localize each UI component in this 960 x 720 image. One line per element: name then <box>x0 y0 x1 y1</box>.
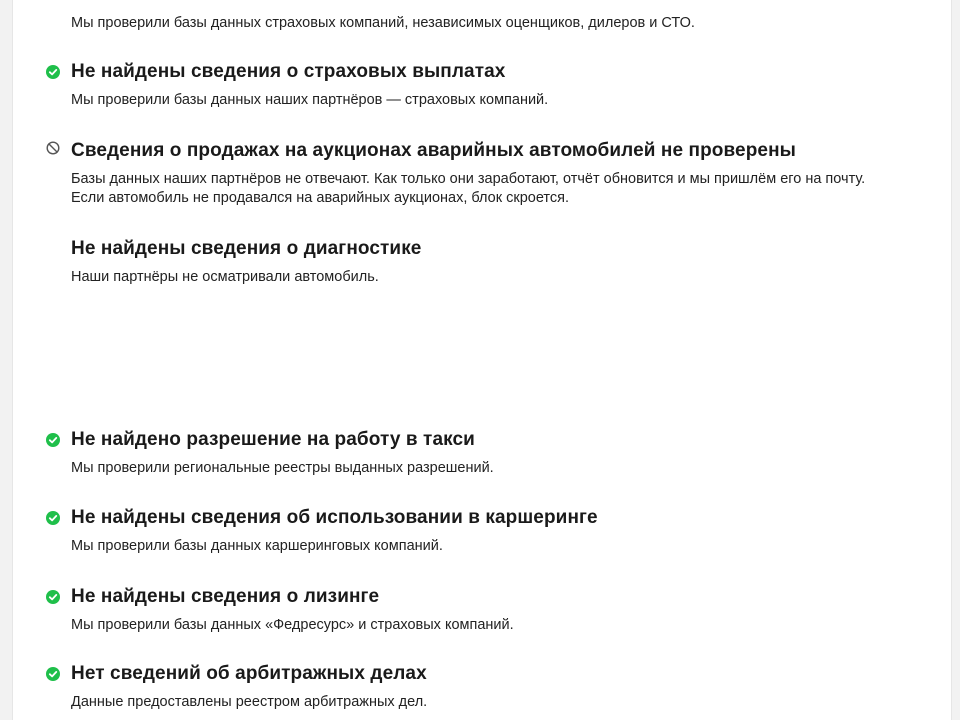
check-circle-icon <box>46 65 60 79</box>
check-item-desc: Мы проверили базы данных страховых компаний, независимых оценщиков, дилеров и СТО. <box>71 15 695 31</box>
check-item-desc: Мы проверили базы данных «Федресурс» и страховых компаний. <box>71 617 514 633</box>
check-item-title: Сведения о продажах на аукционах аварийных автомобилей не проверены <box>71 140 796 161</box>
check-item-desc: Мы проверили региональные реестры выданных разрешений. <box>71 460 494 476</box>
check-circle-icon <box>46 433 60 447</box>
check-item-title: Не найдено разрешение на работу в такси <box>71 429 475 450</box>
check-item-title: Не найдены сведения об использовании в каршеринге <box>71 507 598 528</box>
check-item-title: Нет сведений об арбитражных делах <box>71 663 427 684</box>
report-card <box>12 0 952 720</box>
check-item-salvage-auctions <box>71 140 891 208</box>
check-item-damage-history <box>71 14 891 33</box>
check-item-insurance-payouts <box>71 61 891 110</box>
check-item-title: Не найдены сведения о диагностике <box>71 238 422 259</box>
check-item-leasing <box>71 586 891 635</box>
check-item-desc: Мы проверили базы данных каршеринговых компаний. <box>71 538 443 554</box>
check-item-title: Не найдены сведения о лизинге <box>71 586 380 607</box>
check-circle-icon <box>46 590 60 604</box>
blocked-icon <box>46 141 60 155</box>
check-circle-icon <box>46 667 60 681</box>
check-item-carsharing <box>71 507 891 556</box>
check-item-title: Не найдены сведения о страховых выплатах <box>71 61 506 82</box>
check-item-desc: Мы проверили базы данных наших партнёров — страховых компаний. <box>71 92 549 108</box>
check-circle-icon <box>46 511 60 525</box>
check-item-desc: Базы данных наших партнёров не отвечают. Как только они заработают, отчёт обновится и мы пришлём его на почту. Если автомобиль не продавался на аварийных аукционах, блок скроется. <box>71 171 866 206</box>
check-item-diagnostics <box>71 238 891 287</box>
check-item-desc: Наши партнёры не осматривали автомобиль. <box>71 269 379 285</box>
check-item-taxi-permit <box>71 429 891 478</box>
check-item-desc: Данные предоставлены реестром арбитражных дел. <box>71 694 428 710</box>
check-item-arbitration <box>71 663 891 712</box>
